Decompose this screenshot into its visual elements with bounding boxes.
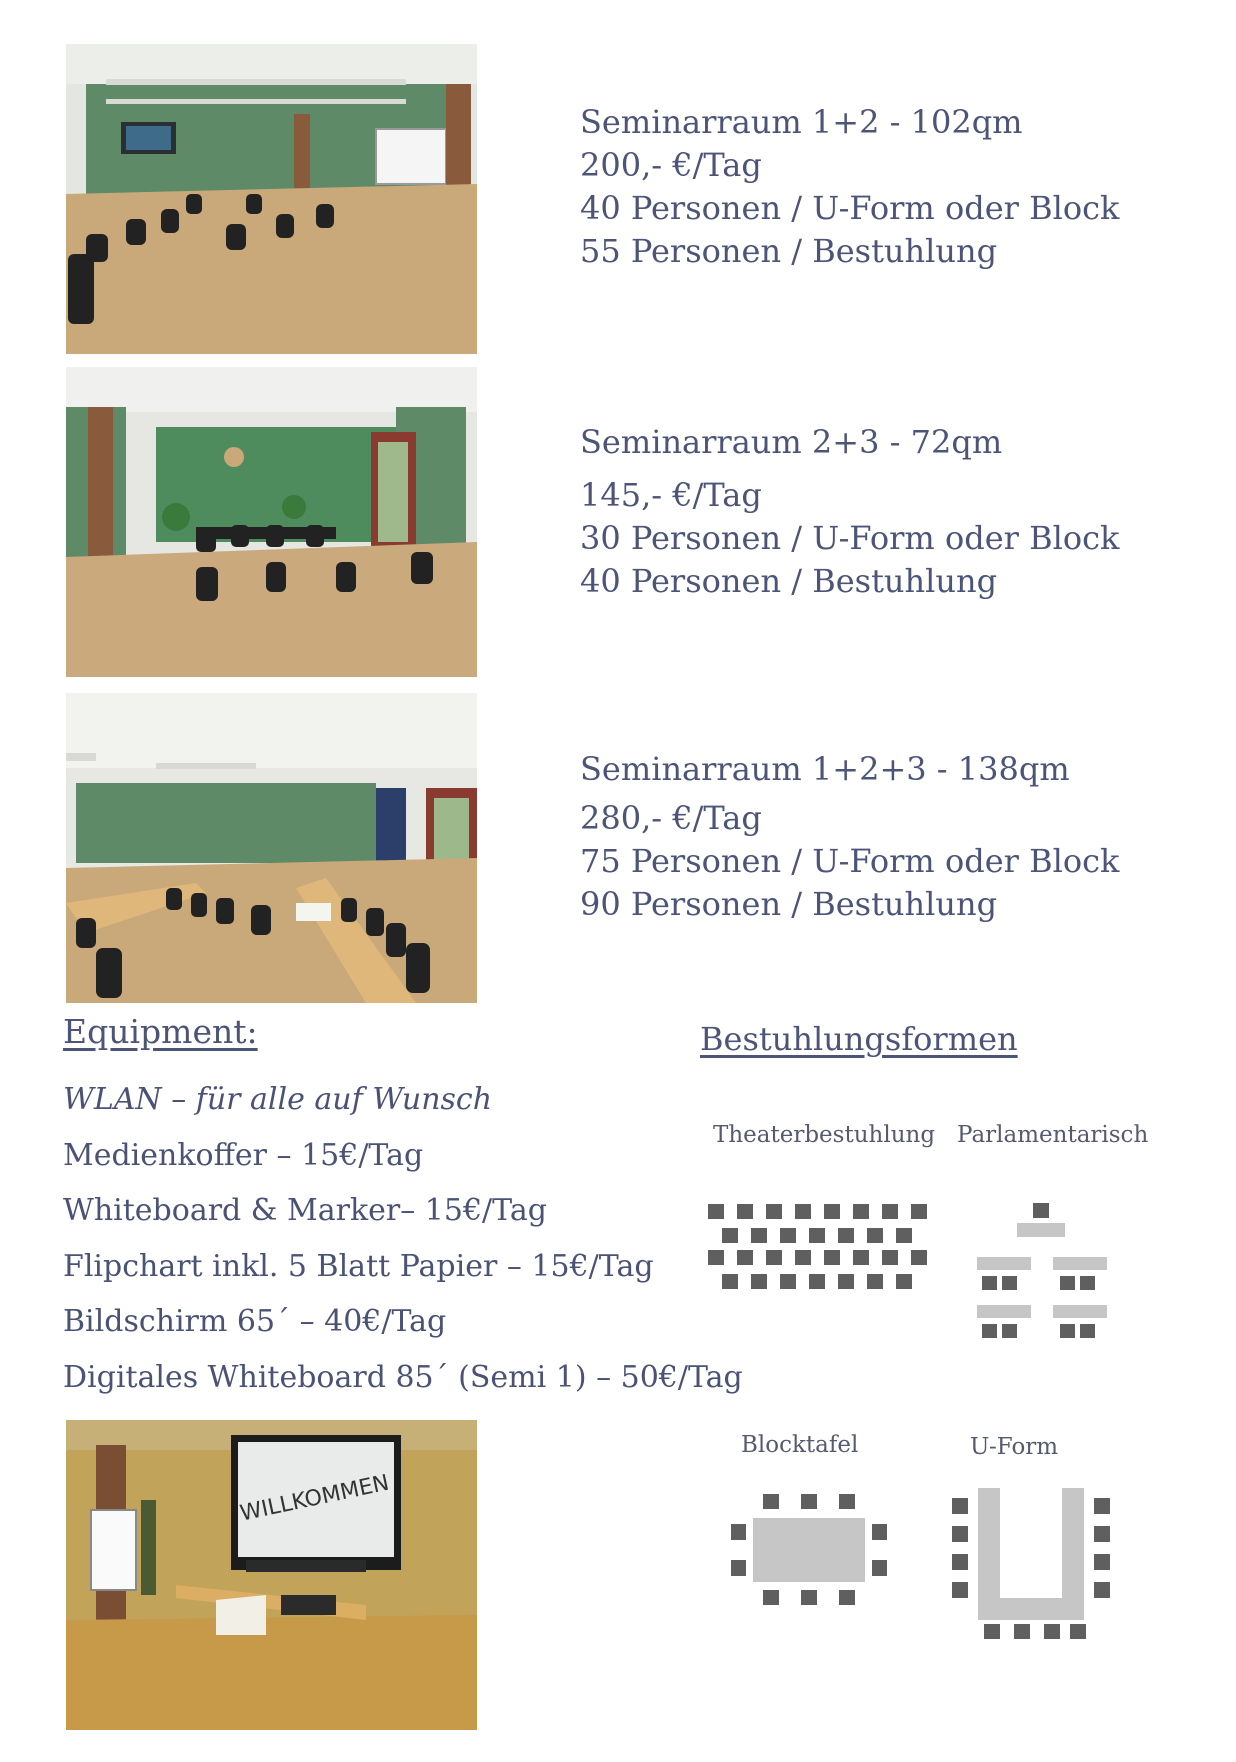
parliament-layout-diagram [977,1203,1117,1343]
equipment-item: Digitales Whiteboard 85´ (Semi 1) – 50€/Tag [63,1359,743,1395]
room-capacity-rows: 55 Personen / Bestuhlung [580,232,998,270]
equipment-photo [66,1420,477,1730]
equipment-list [63,1072,743,1405]
layout-label-block: Blocktafel [741,1432,859,1458]
room-photo-1 [66,44,477,354]
room-photo-2 [66,367,477,677]
equipment-item: Medienkoffer – 15€/Tag [63,1137,424,1173]
theater-layout-diagram [708,1204,928,1290]
room-capacity-rows: 90 Personen / Bestuhlung [580,885,998,923]
layout-label-parliament: Parlamentarisch [957,1122,1149,1148]
room-capacity-u-form: 40 Personen / U-Form oder Block [580,189,1120,227]
equipment-title: Equipment: [63,1012,258,1051]
room-name: Seminarraum 2+3 - 72qm [580,423,1003,461]
equipment-item: Whiteboard & Marker– 15€/Tag [63,1193,547,1228]
equipment-item: WLAN – für alle auf Wunsch [63,1082,493,1117]
room-capacity-rows: 40 Personen / Bestuhlung [580,562,998,600]
room-price: 145,- €/Tag [580,476,762,514]
room-name: Seminarraum 1+2+3 - 138qm [580,750,1070,788]
equipment-item: Flipchart inkl. 5 Blatt Papier – 15€/Tag [63,1248,654,1284]
block-layout-diagram [731,1494,887,1606]
room-name: Seminarraum 1+2 - 102qm [580,103,1023,141]
u-form-layout-diagram [952,1488,1112,1640]
room-info-3 [580,748,1119,926]
equipment-item: Bildschirm 65´ – 40€/Tag [63,1304,447,1339]
layout-label-theater: Theaterbestuhlung [713,1122,936,1148]
room-price: 200,- €/Tag [580,146,762,184]
room-capacity-u-form: 75 Personen / U-Form oder Block [580,842,1120,880]
seating-title: Bestuhlungsformen [700,1020,1018,1058]
room-photo-3 [66,693,477,1003]
room-info-1 [580,101,1119,273]
layout-label-uform: U-Form [970,1434,1059,1460]
room-capacity-u-form: 30 Personen / U-Form oder Block [580,519,1120,557]
room-info-2 [580,421,1119,603]
svg-text:WILLKOMMEN: WILLKOMMEN [237,1470,392,1527]
room-price: 280,- €/Tag [580,799,762,837]
